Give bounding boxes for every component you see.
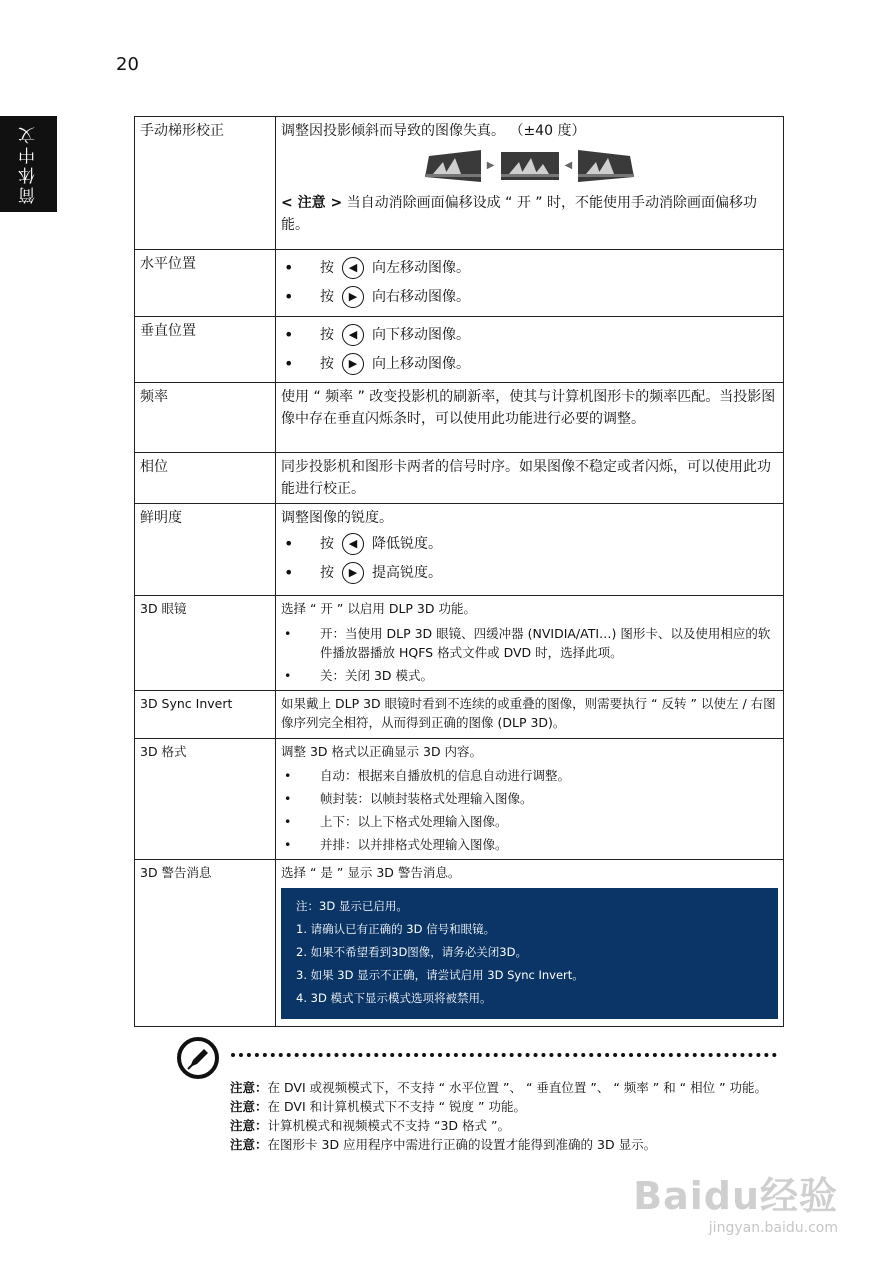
label-frequency: 频率 [135,383,276,453]
note-divider [231,1053,777,1057]
watermark [633,1165,838,1236]
warning-line-1: 1. 请确认已有正确的 3D 信号和眼镜。 [296,922,496,936]
list-item [281,622,778,664]
cell-h-position [276,250,784,317]
list-item [281,558,778,587]
3d-glasses-item-2: 关：关闭 3D 模式。 [320,668,434,683]
row-3d-sync-invert [135,691,784,739]
left-arrow-button-icon: ◀ [342,324,364,346]
bullet-icon: • [284,768,292,783]
keystone-image-right-icon [578,150,634,182]
bullet-icon: • [284,837,292,852]
keystone-image-left-icon [425,150,481,182]
bullet-icon: • [284,814,292,829]
sharpness-item-1: 降低锐度。 [372,535,442,552]
v-position-item-2: 向上移动图像。 [372,355,470,372]
cell-v-position [276,317,784,383]
list-item [281,349,778,378]
label-3d-sync-invert: 3D Sync Invert [135,691,276,739]
watermark-brand: Baidu经验 [633,1174,838,1218]
label-3d-glasses: 3D 眼镜 [135,596,276,691]
row-3d-format [135,739,784,860]
list-item [281,529,778,558]
note-pen-icon [176,1036,220,1080]
language-tab-label: 简体中文 [19,124,39,204]
note-text: 计算机模式和视频模式不支持 “3D 格式 ”。 [267,1118,510,1133]
desc-3d-sync-invert: 如果戴上 DLP 3D 眼镜时看到不连续的或重叠的图像，则需要执行 “ 反转 ” 以使左 / 右图像序列完全相符，从而得到正确的图像 (DLP 3D)。 [276,691,784,739]
desc-frequency: 使用 “ 频率 ” 改变投影机的刷新率，使其与计算机图形卡的频率匹配。当投影图像中存在垂直闪烁条时，可以使用此功能进行必要的调整。 [276,383,784,453]
row-sharpness [135,504,784,596]
note-text: 在 DVI 或视频模式下，不支持 “ 水平位置 ”、 “ 垂直位置 ”、 “ 频率 ” 和 “ 相位 ” 功能。 [267,1080,768,1095]
bullet-icon: • [284,324,294,344]
note-label: 注意： [230,1137,268,1152]
note-keystone [281,192,778,236]
warning-line-title: 注：3D 显示已启用。 [296,899,408,913]
warning-line-2: 2. 如果不希望看到3D图像，请务必关闭3D。 [296,945,527,959]
list-item [281,787,778,810]
left-arrow-button-icon: ◀ [342,533,364,555]
cell-3d-glasses [276,596,784,691]
row-phase [135,453,784,504]
warning-line-4: 4. 3D 模式下显示模式选项将被禁用。 [296,991,492,1005]
row-frequency [135,383,784,453]
keystone-illustration [281,150,778,182]
label-3d-warning: 3D 警告消息 [135,860,276,1027]
h-position-item-2: 向右移动图像。 [372,288,470,305]
bullet-icon: • [284,668,292,683]
list-item [281,320,778,349]
label-v-position: 垂直位置 [135,317,276,383]
language-tab [0,116,57,212]
desc-3d-warning: 选择 “ 是 ” 显示 3D 警告消息。 [281,865,461,880]
bullet-icon: • [284,257,294,277]
cell-3d-warning [276,860,784,1027]
warning-line-3: 3. 如果 3D 显示不正确，请尝试启用 3D Sync Invert。 [296,968,584,982]
keystone-image-center-icon [501,150,559,182]
row-h-position [135,250,784,317]
right-arrow-button-icon: ▶ [342,353,364,375]
3d-glasses-item-1: 开：当使用 DLP 3D 眼镜、四缓冲器 (NVIDIA/ATI…) 图形卡、以及使用相应的软件播放器播放 HQFS 格式文件或 DVD 时，选择此项。 [320,626,771,660]
desc-3d-format: 调整 3D 格式以正确显示 3D 内容。 [281,744,483,759]
list-item [281,810,778,833]
press-label: 按 [320,564,334,581]
list-item [281,764,778,787]
note-3 [230,1116,770,1135]
press-label: 按 [320,259,334,276]
right-arrow-button-icon: ▶ [342,562,364,584]
right-arrow-button-icon: ▶ [342,286,364,308]
note-1 [230,1078,770,1097]
row-3d-warning [135,860,784,1027]
row-3d-glasses [135,596,784,691]
press-label: 按 [320,288,334,305]
label-3d-format: 3D 格式 [135,739,276,860]
3d-format-item-3: 上下：以上下格式处理输入图像。 [320,814,508,829]
note-text: 在 DVI 和计算机模式下不支持 “ 锐度 ” 功能。 [267,1099,526,1114]
note-keystone-label: < 注意 > [281,195,343,211]
3d-format-item-2: 帧封装：以帧封装格式处理输入图像。 [320,791,533,806]
3d-format-item-1: 自动：根据来自播放机的信息自动进行调整。 [320,768,571,783]
desc-3d-glasses: 选择 “ 开 ” 以启用 DLP 3D 功能。 [281,601,476,616]
bullet-icon: • [284,353,294,373]
bullet-icon: • [284,533,294,553]
list-item [281,253,778,282]
note-keystone-text: 当自动消除画面偏移设成 “ 开 ” 时，不能使用手动消除画面偏移功能。 [281,195,757,233]
arrow-left-icon: ◀ [564,160,573,171]
note-label: 注意： [230,1099,268,1114]
desc-phase: 同步投影机和图形卡两者的信号时序。如果图像不稳定或者闪烁，可以使用此功能进行校正。 [276,453,784,504]
sharpness-item-2: 提高锐度。 [372,564,442,581]
label-phase: 相位 [135,453,276,504]
v-position-item-1: 向下移动图像。 [372,326,470,343]
row-v-position [135,317,784,383]
list-item [281,664,778,687]
note-4 [230,1135,770,1154]
note-label: 注意： [230,1118,268,1133]
cell-keystone [276,117,784,250]
settings-table [134,116,784,1027]
notes-list [230,1078,770,1154]
list-item [281,282,778,311]
label-h-position: 水平位置 [135,250,276,317]
press-label: 按 [320,355,334,372]
label-sharpness: 鲜明度 [135,504,276,596]
label-keystone: 手动梯形校正 [135,117,276,250]
desc-sharpness: 调整图像的锐度。 [281,510,393,526]
bullet-icon: • [284,562,294,582]
bullet-icon: • [284,626,292,641]
3d-warning-preview [281,888,778,1019]
press-label: 按 [320,535,334,552]
note-2 [230,1097,770,1116]
left-arrow-button-icon: ◀ [342,257,364,279]
bullet-icon: • [284,791,292,806]
bullet-icon: • [284,286,294,306]
arrow-right-icon: ▶ [486,160,495,171]
row-keystone [135,117,784,250]
desc-keystone: 调整因投影倾斜而导致的图像失真。 （±40 度） [281,123,586,139]
cell-3d-format [276,739,784,860]
watermark-url: jingyan.baidu.com [708,1220,838,1236]
note-text: 在图形卡 3D 应用程序中需进行正确的设置才能得到准确的 3D 显示。 [267,1137,657,1152]
list-item [281,833,778,856]
note-label: 注意： [230,1080,268,1095]
3d-format-item-4: 并排：以并排格式处理输入图像。 [320,837,508,852]
page-number: 20 [116,54,139,75]
h-position-item-1: 向左移动图像。 [372,259,470,276]
cell-sharpness [276,504,784,596]
press-label: 按 [320,326,334,343]
